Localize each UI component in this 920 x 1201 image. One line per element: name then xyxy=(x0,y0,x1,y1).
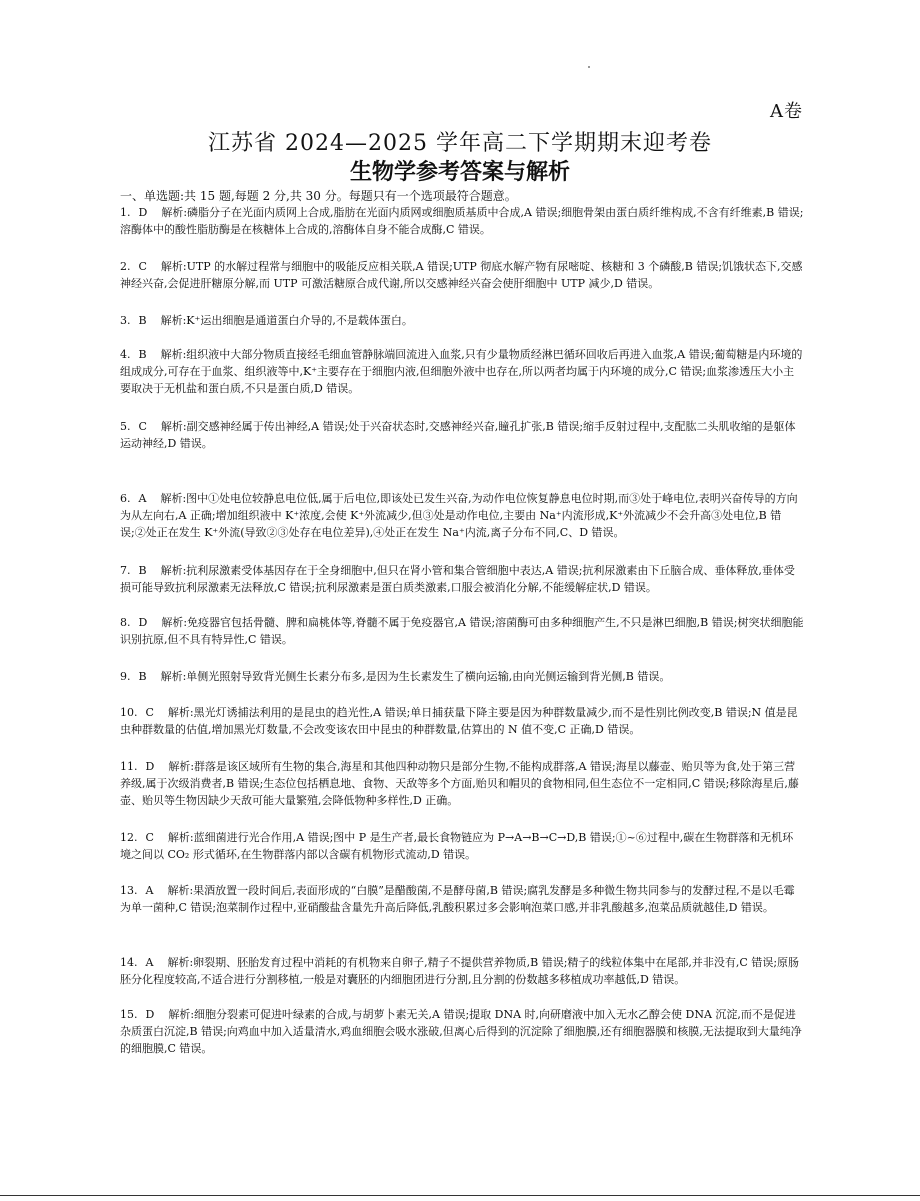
item-explanation: 解析:组织液中大部分物质直接经毛细血管静脉端回流进入血浆,只有少量物质经淋巴循环回收后再进入血浆,A 错误;葡萄糖是内环境的组成成分,可存在于血浆、组织液等中,K⁺主要存在于细胞内液,但细胞外液中也存在,所以两者均属于内环境的成分,C 错误;血浆渗透压大小主要取决于无机盐和蛋白质,不只是蛋白质,D 错误。 xyxy=(120,348,803,395)
answer-item xyxy=(120,490,804,541)
speck xyxy=(588,66,590,68)
answer-item xyxy=(120,668,804,685)
answer-item xyxy=(120,562,804,596)
item-explanation: 解析:图中①处电位较静息电位低,属于后电位,即该处已发生兴奋,为动作电位恢复静息电位时期,而③处于峰电位,表明兴奋传导的方向为从左向右,A 正确;增加组织液中 K⁺浓度,会使 K⁺外流减少,但③处是动作电位,主要由 Na⁺内流形成,K⁺外流减少不会升高③处电位,B 错误;②处正在发生 K⁺外流(导致②③处存在电位差异),④处正在发生 Na⁺内流,离子分布不同,C、D 错误。 xyxy=(120,492,798,539)
item-answer: A xyxy=(145,884,154,897)
item-number: 6. xyxy=(120,492,131,505)
item-explanation: 解析:副交感神经属于传出神经,A 错误;处于兴奋状态时,交感神经兴奋,瞳孔扩张,B 错误;缩手反射过程中,支配肱二头肌收缩的是躯体运动神经,D 错误。 xyxy=(120,420,796,450)
page-bottom-rule xyxy=(0,1195,920,1196)
item-answer: D xyxy=(145,760,155,773)
item-explanation: 解析:UTP 的水解过程常与细胞中的吸能反应相关联,A 错误;UTP 彻底水解产物有尿嘧啶、核糖和 3 个磷酸,B 错误;饥饿状态下,交感神经兴奋,会促进肝糖原分解,而 UTP 可激活糖原合成代谢,所以交感神经兴奋会使肝细胞中 UTP 减少,D 错误。 xyxy=(120,260,803,290)
item-answer: B xyxy=(138,348,147,361)
section-heading: 一、单选题:共 15 题,每题 2 分,共 30 分。每题只有一个选项最符合题意。 xyxy=(120,189,517,203)
item-number: 14. xyxy=(120,956,138,969)
item-answer: B xyxy=(138,670,147,683)
item-answer: D xyxy=(138,206,148,219)
item-number: 7. xyxy=(120,564,131,577)
item-explanation: 解析:蓝细菌进行光合作用,A 错误;图中 P 是生产者,最长食物链应为 P→A→B→C→D,B 错误;①~⑥过程中,碳在生物群落和无机环境之间以 CO₂ 形式循环,在生物群落内部以含碳有机物形式流动,D 错误。 xyxy=(120,831,794,861)
item-answer: B xyxy=(138,564,147,577)
exam-title: 江苏省 2024—2025 学年高二下学期期末迎考卷 xyxy=(208,131,712,156)
item-explanation: 解析:免疫器官包括骨髓、脾和扁桃体等,脊髓不属于免疫器官,A 错误;溶菌酶可由多种细胞产生,不只是淋巴细胞,B 错误;树突状细胞能识别抗原,但不具有特异性,C 错误。 xyxy=(120,616,804,646)
answer-item xyxy=(120,954,804,988)
item-answer: D xyxy=(138,616,148,629)
exam-volume-label: A卷 xyxy=(770,101,803,122)
answer-item xyxy=(120,418,804,452)
item-explanation: 解析:磷脂分子在光面内质网上合成,脂肪在光面内质网或细胞质基质中合成,A 错误;细胞骨架由蛋白质纤维构成,不含有纤维素,B 错误;溶酶体中的酸性脂肪酶是在核糖体上合成的,溶酶体自身不能合成酶,C 错误。 xyxy=(120,206,804,236)
item-number: 10. xyxy=(120,706,138,719)
item-answer: B xyxy=(138,314,147,327)
item-answer: D xyxy=(145,1008,155,1021)
item-number: 4. xyxy=(120,348,131,361)
item-number: 1. xyxy=(120,206,131,219)
item-explanation: 解析:单侧光照射导致背光侧生长素分布多,是因为生长素发生了横向运输,由向光侧运输到背光侧,B 错误。 xyxy=(160,670,671,683)
answer-item xyxy=(120,346,804,397)
item-explanation: 解析:群落是该区域所有生物的集合,海星和其他四种动物只是部分生物,不能构成群落,A 错误;海星以藤壶、贻贝等为食,处于第三营养级,属于次级消费者,B 错误;生态位包括栖息地、食物、天敌等多个方面,贻贝和帽贝的食物相同,但生态位不一定相同,C 错误;移除海星后,藤壶、贻贝等生物因缺少天敌可能大量繁殖,会降低物种多样性,D 正确。 xyxy=(120,760,799,807)
item-number: 15. xyxy=(120,1008,138,1021)
item-answer: C xyxy=(138,260,147,273)
item-answer: C xyxy=(145,831,154,844)
item-answer: A xyxy=(145,956,154,969)
item-answer: C xyxy=(138,420,147,433)
item-answer: C xyxy=(145,706,154,719)
answer-item xyxy=(120,829,804,863)
item-explanation: 解析:黑光灯诱捕法利用的是昆虫的趋光性,A 错误;单日捕获量下降主要是因为种群数量减少,而不是性别比例改变,B 错误;N 值是昆虫种群数量的估值,增加黑光灯数量,不会改变该农田中昆虫的种群数量,估算出的 N 值不变,C 正确,D 错误。 xyxy=(120,706,798,736)
item-explanation: 解析:K⁺运出细胞是通道蛋白介导的,不是载体蛋白。 xyxy=(160,314,413,327)
item-number: 13. xyxy=(120,884,138,897)
item-number: 2. xyxy=(120,260,131,273)
answer-item xyxy=(120,312,804,329)
item-number: 8. xyxy=(120,616,131,629)
answer-item xyxy=(120,614,804,648)
answer-item xyxy=(120,1006,804,1057)
answer-key-title: 生物学参考答案与解析 xyxy=(349,160,570,185)
item-explanation: 解析:细胞分裂素可促进叶绿素的合成,与胡萝卜素无关,A 错误;提取 DNA 时,向研磨液中加入无水乙醇会使 DNA 沉淀,而不是促进杂质蛋白沉淀,B 错误;向鸡血中加入适量清水,鸡血细胞会吸水涨破,但离心后得到的沉淀除了细胞膜,还有细胞器膜和核膜,无法提取到大量纯净的细胞膜,C 错误。 xyxy=(120,1008,802,1055)
item-number: 12. xyxy=(120,831,138,844)
item-number: 5. xyxy=(120,420,131,433)
item-number: 3. xyxy=(120,314,131,327)
item-number: 9. xyxy=(120,670,131,683)
answer-item xyxy=(120,258,804,292)
item-number: 11. xyxy=(120,760,138,773)
item-explanation: 解析:卵裂期、胚胎发育过程中消耗的有机物来自卵子,精子不提供营养物质,B 错误;精子的线粒体集中在尾部,并非没有,C 错误;原肠胚分化程度较高,不适合进行分割移植,一般是对囊胚的内细胞团进行分割,且分割的份数越多移植成功率越低,D 错误。 xyxy=(120,956,800,986)
item-answer: A xyxy=(138,492,147,505)
answer-item xyxy=(120,882,804,916)
item-explanation: 解析:抗利尿激素受体基因存在于全身细胞中,但只在肾小管和集合管细胞中表达,A 错误;抗利尿激素由下丘脑合成、垂体释放,垂体受损可能导致抗利尿激素无法释放,C 错误;抗利尿激素是蛋白质类激素,口服会被消化分解,不能缓解症状,D 错误。 xyxy=(120,564,795,594)
item-explanation: 解析:果酒放置一段时间后,表面形成的“白膜”是醋酸菌,不是酵母菌,B 错误;腐乳发酵是多种微生物共同参与的发酵过程,不是以毛霉为单一菌种,C 错误;泡菜制作过程中,亚硝酸盐含量先升高后降低,乳酸积累过多会影响泡菜口感,并非乳酸越多,泡菜品质就越佳,D 错误。 xyxy=(120,884,795,914)
answer-item xyxy=(120,758,804,809)
answer-item xyxy=(120,204,804,238)
answer-item xyxy=(120,704,804,738)
